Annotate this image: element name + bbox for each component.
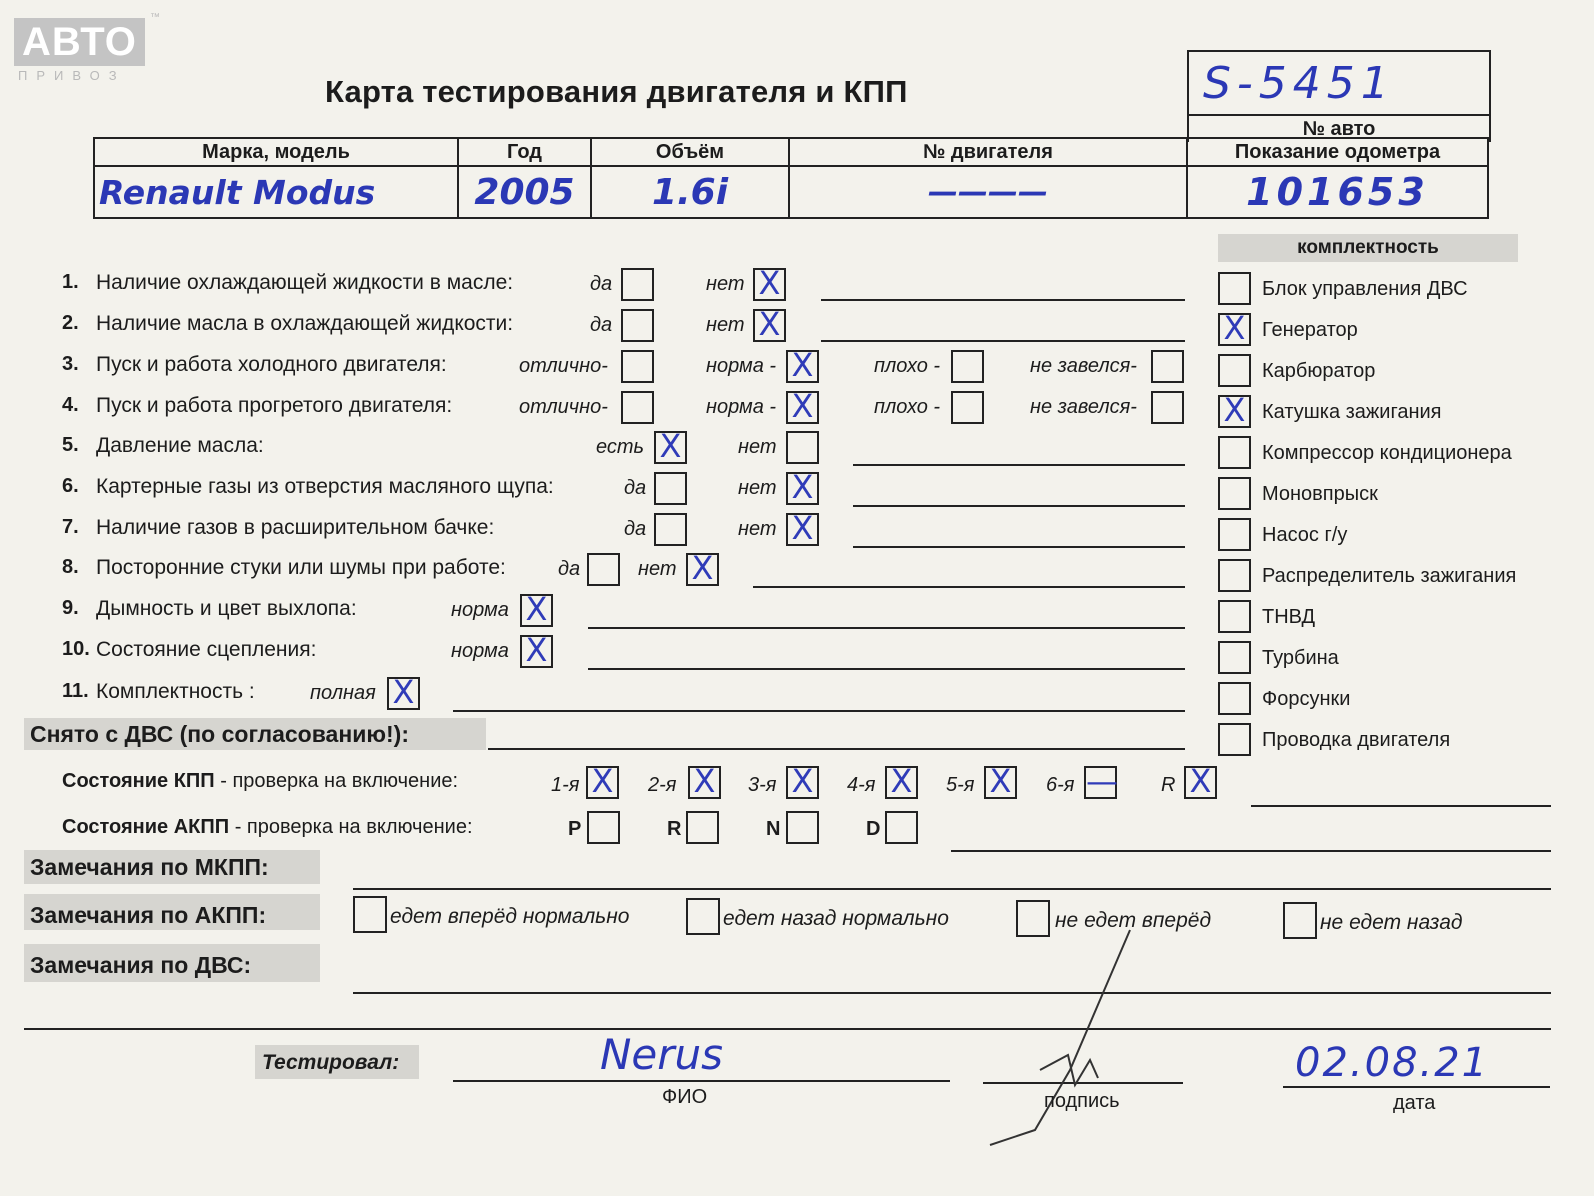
option-norma: норма - (706, 396, 777, 418)
option-norma: норма - (706, 355, 777, 377)
comment-line (821, 299, 1185, 301)
akpp-mode-label: R (667, 818, 682, 840)
akpp-mode-checkbox[interactable] (885, 811, 918, 844)
date-label: дата (1393, 1092, 1436, 1114)
gear-checkbox[interactable] (786, 762, 819, 800)
auto-number-box (1187, 50, 1491, 142)
gear-label: 5-я (946, 774, 975, 796)
gear-checkbox-mark: X (890, 762, 913, 800)
auto-number-value: S-5451 (1203, 58, 1395, 109)
option-norma: норма (451, 640, 509, 662)
checkbox-norma-mark: X (791, 387, 814, 425)
option-da: да (590, 273, 613, 295)
value-odometer: 101653 (1187, 166, 1488, 218)
completeness-checkbox-mark: X (1223, 309, 1246, 347)
gear-checkbox[interactable] (885, 762, 918, 800)
completeness-title: комплектность (1297, 237, 1439, 258)
gear-label: R (1161, 774, 1176, 796)
akpp-mode-checkbox[interactable] (587, 811, 620, 844)
checkbox-da[interactable] (654, 472, 687, 505)
gear-checkbox-mark: X (1189, 762, 1212, 800)
auto-number-label: № авто (1189, 114, 1489, 141)
checkbox-otlichno[interactable] (621, 350, 654, 383)
vehicle-info-table (93, 137, 1489, 219)
logo-main: АВТО (14, 18, 145, 66)
akpp-remark-label: не едет вперёд (1055, 909, 1212, 932)
value-make-model: Renault Modus (94, 166, 458, 218)
value-volume: 1.6i (591, 166, 789, 218)
question-number: 6. (62, 475, 79, 497)
signature-label: подпись (1044, 1090, 1120, 1112)
remarks-akpp-label: Замечания по АКПП: (30, 902, 267, 928)
completeness-item: Распределитель зажигания (1262, 565, 1517, 587)
gear-label: 4-я (847, 774, 876, 796)
checkbox-est[interactable] (654, 427, 687, 465)
gear-checkbox[interactable] (586, 762, 619, 800)
completeness-item: Турбина (1262, 647, 1339, 669)
col-volume: Объём (591, 138, 789, 166)
akpp-mode-checkbox[interactable] (686, 811, 719, 844)
checkbox-ne-zavelsya[interactable] (1151, 350, 1184, 383)
completeness-item: ТНВД (1262, 606, 1316, 628)
value-year: 2005 (458, 166, 591, 218)
checkbox-net-mark: X (791, 509, 814, 547)
col-year: Год (458, 138, 591, 166)
option-ne-zavelsya: не завелся- (1030, 355, 1137, 377)
remarks-mkpp-label: Замечания по МКПП: (30, 854, 269, 880)
option-est: есть (596, 436, 645, 458)
date-line (1283, 1086, 1550, 1088)
gear-checkbox-mark: — (1086, 762, 1118, 800)
col-odometer: Показание одометра (1187, 138, 1488, 166)
option-da: да (624, 518, 647, 540)
checkbox-norma[interactable] (520, 590, 553, 628)
question-number: 4. (62, 394, 79, 416)
fio-label: ФИО (662, 1086, 708, 1108)
question-number: 3. (62, 353, 79, 375)
checkbox-norma[interactable] (786, 346, 819, 384)
checkbox-da[interactable] (654, 513, 687, 546)
checkbox-plokho[interactable] (951, 350, 984, 383)
remarks-dvs-label: Замечания по ДВС: (30, 952, 252, 978)
completeness-item: Карбюратор (1262, 360, 1376, 382)
comment-line (588, 627, 1185, 629)
kpp-label-rest: - проверка на включение: (214, 770, 459, 792)
akpp-label-bold: Состояние АКПП (62, 816, 230, 838)
comment-line (853, 505, 1185, 507)
akpp-remark-label: едет вперёд нормально (390, 905, 630, 928)
completeness-checkbox[interactable] (1218, 559, 1251, 592)
comment-line (853, 464, 1185, 466)
gear-checkbox[interactable] (984, 762, 1017, 800)
gear-label: 1-я (551, 774, 580, 796)
checkbox-net[interactable] (786, 431, 819, 464)
option-da: да (624, 477, 647, 499)
completeness-checkbox[interactable] (1218, 723, 1251, 756)
checkbox-net-mark: X (691, 549, 714, 587)
question-text: Пуск и работа холодного двигателя: (96, 353, 447, 376)
akpp-remark-checkbox[interactable] (686, 898, 720, 935)
gear-checkbox-mark: X (591, 762, 614, 800)
question-number: 7. (62, 516, 79, 538)
completeness-item: Проводка двигателя (1262, 729, 1451, 751)
completeness-item: Моновпрыск (1262, 483, 1378, 505)
question-number: 9. (62, 597, 79, 619)
option-otlichno: отлично- (519, 396, 608, 418)
completeness-checkbox[interactable] (1218, 477, 1251, 510)
akpp-mode-label: N (766, 818, 781, 840)
checkbox-net[interactable] (786, 509, 819, 547)
completeness-checkbox[interactable] (1218, 518, 1251, 551)
question-number: 2. (62, 312, 79, 334)
gear-label: 2-я (648, 774, 677, 796)
akpp-mode-label: D (866, 818, 881, 840)
remarks-mkpp-line (353, 888, 1551, 890)
completeness-checkbox[interactable] (1218, 600, 1251, 633)
question-text: Наличие охлаждающей жидкости в масле: (96, 271, 514, 294)
akpp-remark-checkbox[interactable] (1283, 902, 1317, 939)
completeness-item: Генератор (1262, 319, 1358, 341)
logo-tm: ™ (150, 12, 160, 23)
checkbox-net[interactable] (753, 305, 786, 343)
kpp-line (1251, 805, 1551, 807)
question-text: Давление масла: (96, 434, 264, 457)
question-text: Наличие масла в охлаждающей жидкости: (96, 312, 514, 335)
option-net: нет (738, 477, 777, 499)
page-title: Карта тестирования двигателя и КПП (325, 74, 908, 109)
checkbox-norma-mark: X (525, 631, 548, 669)
akpp-remark-label: не едет назад (1320, 911, 1463, 934)
remarks-dvs-line (353, 992, 1551, 994)
akpp-mode-label: P (568, 818, 582, 840)
akpp-mode-checkbox[interactable] (786, 811, 819, 844)
option-net: нет (706, 314, 745, 336)
gear-label: 3-я (748, 774, 777, 796)
removed-line (488, 748, 1185, 750)
completeness-checkbox[interactable] (1218, 641, 1251, 674)
option-plokho: плохо - (874, 396, 941, 418)
question-text: Состояние сцепления: (96, 638, 317, 661)
question-number: 1. (62, 271, 79, 293)
akpp-remark-checkbox[interactable] (353, 896, 387, 933)
date-value: 02.08.21 (1295, 1040, 1490, 1086)
completeness-checkbox[interactable] (1218, 354, 1251, 387)
option-net: нет (706, 273, 745, 295)
option-ne-zavelsya: не завелся- (1030, 396, 1137, 418)
checkbox-norma[interactable] (786, 387, 819, 425)
option-da: да (558, 558, 581, 580)
checkbox-norma-mark: X (525, 590, 548, 628)
question-text: Картерные газы из отверстия масляного щупа: (96, 475, 554, 498)
question-text: Комплектность : (96, 680, 255, 703)
checkbox-net-mark: X (758, 264, 781, 302)
option-polnaya: полная (310, 682, 376, 704)
completeness-checkbox[interactable] (1218, 272, 1251, 305)
completeness-checkbox[interactable] (1218, 391, 1251, 429)
checkbox-net-mark: X (791, 468, 814, 506)
completeness-item: Компрессор кондиционера (1262, 442, 1512, 464)
akpp-line (951, 850, 1551, 852)
question-text: Дымность и цвет выхлопа: (96, 597, 357, 620)
completeness-item: Блок управления ДВС (1262, 278, 1468, 300)
comment-line (453, 710, 1185, 712)
option-norma: норма (451, 599, 509, 621)
checkbox-norma-mark: X (791, 346, 814, 384)
option-plokho: плохо - (874, 355, 941, 377)
tester-name: Nerus (600, 1030, 724, 1079)
akpp-label-rest: - проверка на включение: (229, 816, 473, 838)
completeness-checkbox[interactable] (1218, 682, 1251, 715)
kpp-label (62, 770, 458, 793)
fio-line (453, 1080, 950, 1082)
question-text: Наличие газов в расширительном бачке: (96, 516, 495, 539)
removed-label: Снято с ДВС (по согласованию!): (30, 721, 409, 747)
avto-privoz-logo (14, 18, 145, 83)
gear-checkbox[interactable] (1184, 762, 1217, 800)
option-otlichno: отлично- (519, 355, 608, 377)
checkbox-da[interactable] (621, 268, 654, 301)
checkbox-ne-zavelsya[interactable] (1151, 391, 1184, 424)
option-net: нет (738, 436, 777, 458)
checkbox-net[interactable] (686, 549, 719, 587)
gear-checkbox[interactable] (1084, 762, 1118, 800)
tested-label: Тестировал: (262, 1051, 400, 1074)
question-text: Пуск и работа прогретого двигателя: (96, 394, 453, 417)
question-number: 5. (62, 434, 79, 456)
checkbox-plokho[interactable] (951, 391, 984, 424)
checkbox-net-mark: X (758, 305, 781, 343)
checkbox-da[interactable] (621, 309, 654, 342)
kpp-label-bold: Состояние КПП (62, 770, 215, 792)
completeness-checkbox-mark: X (1223, 391, 1246, 429)
completeness-item: Форсунки (1262, 688, 1351, 710)
question-number: 11. (62, 680, 89, 702)
gear-label: 6-я (1046, 774, 1075, 796)
checkbox-polnaya-mark: X (392, 673, 415, 711)
checkbox-net[interactable] (753, 264, 786, 302)
gear-checkbox[interactable] (688, 762, 721, 800)
col-make-model: Марка, модель (94, 138, 458, 166)
completeness-item: Катушка зажигания (1262, 401, 1442, 423)
option-net: нет (738, 518, 777, 540)
akpp-remark-label: едет назад нормально (723, 907, 949, 930)
comment-line (753, 586, 1185, 588)
option-net: нет (638, 558, 677, 580)
completeness-item: Насос г/у (1262, 524, 1348, 546)
col-engine-no: № двигателя (789, 138, 1187, 166)
akpp-label (62, 816, 473, 839)
question-number: 10. (62, 638, 90, 660)
logo-sub: ПРИВОЗ (18, 68, 126, 83)
value-engine-no: ———— (789, 166, 1187, 218)
signature-image (980, 920, 1160, 1150)
question-text: Посторонние стуки или шумы при работе: (96, 556, 506, 579)
checkbox-net[interactable] (786, 468, 819, 506)
checkbox-norma[interactable] (520, 631, 553, 669)
comment-line (853, 546, 1185, 548)
gear-checkbox-mark: X (989, 762, 1012, 800)
checkbox-da[interactable] (587, 553, 620, 586)
completeness-checkbox[interactable] (1218, 309, 1251, 347)
gear-checkbox-mark: X (693, 762, 716, 800)
question-number: 8. (62, 556, 79, 578)
comment-line (588, 668, 1185, 670)
option-da: да (590, 314, 613, 336)
completeness-checkbox[interactable] (1218, 436, 1251, 469)
footer-separator (24, 1028, 1551, 1030)
checkbox-otlichno[interactable] (621, 391, 654, 424)
comment-line (821, 340, 1185, 342)
gear-checkbox-mark: X (791, 762, 814, 800)
checkbox-est-mark: X (659, 427, 682, 465)
checkbox-polnaya[interactable] (387, 673, 420, 711)
